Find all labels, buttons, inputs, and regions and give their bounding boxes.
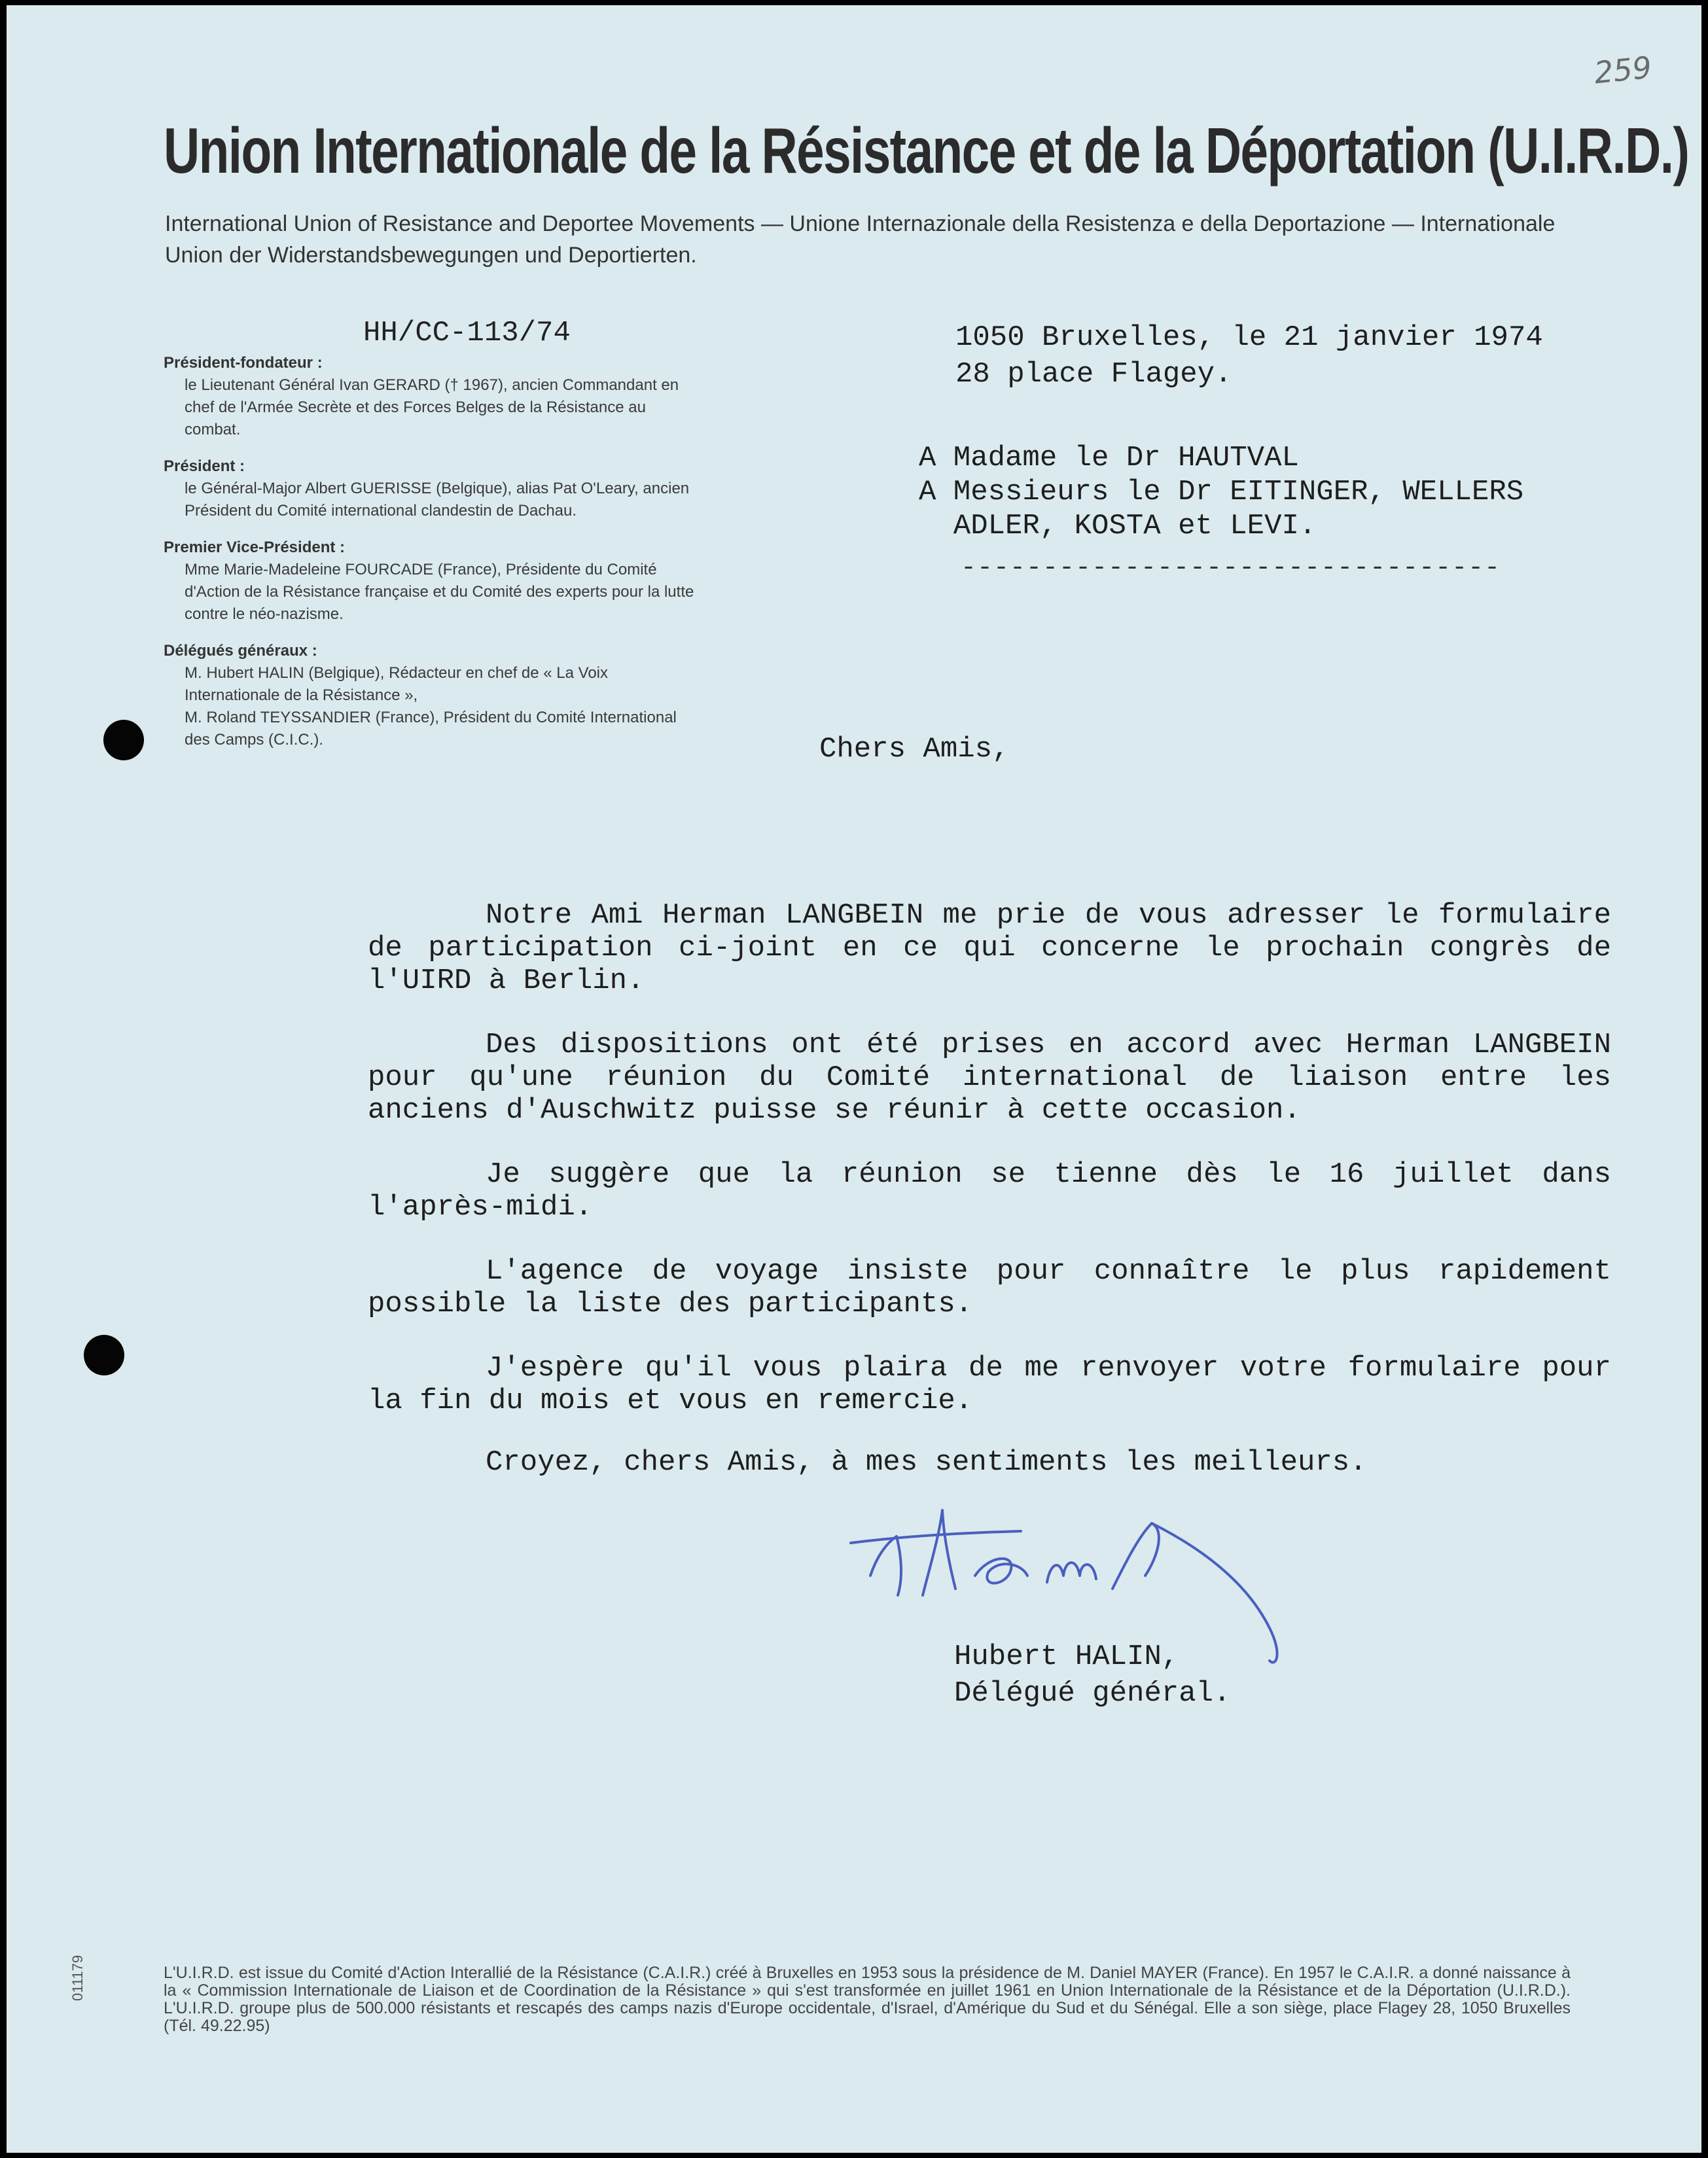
- officer-block: [164, 640, 700, 751]
- signatory-title: Délégué général.: [954, 1677, 1231, 1710]
- signatory: [954, 1638, 1230, 1712]
- officer-description: le Général-Major Albert GUERISSE (Belgique), alias Pat O'Leary, ancien Président du Comité international clandestin de Dachau.: [185, 480, 690, 520]
- dateline: [955, 319, 1543, 393]
- closing-formula: Croyez, chers Amis, à mes sentiments les meilleurs.: [486, 1446, 1367, 1479]
- officer-description: M. Hubert HALIN (Belgique), Rédacteur en chef de « La Voix Internationale de la Résistance »,: [185, 664, 609, 704]
- signatory-name: Hubert HALIN,: [954, 1640, 1179, 1673]
- punch-hole: [84, 1335, 124, 1375]
- city-date: 1050 Bruxelles, le 21 janvier 1974: [955, 321, 1543, 354]
- letter-body: [368, 899, 1611, 1510]
- body-paragraph: Des dispositions ont été prises en accord avec Herman LANGBEIN pour qu'une réunion du Comité international de liaison entre les anciens d'Auschwitz puisse se réunir à cette occasion.: [368, 1029, 1611, 1127]
- street-address: 28 place Flagey.: [955, 358, 1232, 391]
- letterhead-title: Union Internationale de la Résistance et de la Déportation (U.I.R.D.): [164, 115, 1689, 186]
- officer-role: Président :: [164, 457, 245, 475]
- officer-description: Mme Marie-Madeleine FOURCADE (France), Présidente du Comité d'Action de la Résistance française et du Comité des experts pour la lutte contre le néo-nazisme.: [185, 561, 694, 623]
- punch-hole: [103, 720, 144, 760]
- body-paragraph: L'agence de voyage insiste pour connaître le plus rapidement possible la liste des participants.: [368, 1255, 1611, 1320]
- body-paragraph: J'espère qu'il vous plaira de me renvoyer votre formulaire pour la fin du mois et vous en remercie.: [368, 1352, 1611, 1417]
- archive-page-number: 259: [1592, 49, 1654, 91]
- officer-description: M. Roland TEYSSANDIER (France), Président du Comité International des Camps (C.I.C.).: [185, 709, 677, 749]
- recipients: [919, 441, 1523, 543]
- recipient-underline: ---------------------------------: [961, 554, 1501, 583]
- officer-role: Premier Vice-Président :: [164, 539, 346, 556]
- body-paragraph: Notre Ami Herman LANGBEIN me prie de vous adresser le formulaire de participation ci-joint en ce qui concerne le prochain congrès de l'UIRD à Berlin.: [368, 899, 1611, 997]
- recipient-line: ADLER, KOSTA et LEVI.: [919, 510, 1317, 542]
- footer-note: L'U.I.R.D. est issue du Comité d'Action Interallié de la Résistance (C.A.I.R.) créé à Bruxelles en 1953 sous la présidence de M. Daniel MAYER (France). En 1957 le C.A.I.R. a donné naissance à la « Commission Internationale de Liaison et de Coordination de la Résistance » qui s'est transformée en juillet 1961 en Union Internationale de la Résistance et de la Déportation (U.I.R.D.). L'U.I.R.D. groupe plus de 500.000 résistants et rescapés des camps nazis d'Europe occidentale, d'Israel, d'Amérique du Sud et du Sénégal. Elle a son siège, place Flagey 28, 1050 Bruxelles (Tél. 49.22.95): [164, 1964, 1571, 2035]
- officer-block: [164, 537, 700, 626]
- letter-page: [7, 5, 1701, 2153]
- recipient-line: A Madame le Dr HAUTVAL: [919, 442, 1299, 474]
- officer-role: Délégués généraux :: [164, 642, 317, 660]
- officers-sidebar: [164, 352, 700, 766]
- reference-number: HH/CC-113/74: [363, 317, 571, 349]
- letterhead-subtitle: International Union of Resistance and Deportee Movements — Unione Internazionale della Resistenza e della Deportazione — Internationale Union der Widerstandsbewegungen und Deportierten.: [165, 211, 1556, 268]
- side-archive-code: 011179: [69, 1955, 86, 2001]
- officer-block: [164, 455, 700, 522]
- recipient-line: A Messieurs le Dr EITINGER, WELLERS: [919, 476, 1524, 508]
- officer-block: [164, 352, 700, 441]
- salutation: Chers Amis,: [819, 733, 1010, 766]
- officer-role: Président-fondateur :: [164, 354, 323, 372]
- officer-description: le Lieutenant Général Ivan GERARD († 1967), ancien Commandant en chef de l'Armée Secrète et des Forces Belges de la Résistance au combat.: [185, 376, 679, 438]
- body-paragraph: Je suggère que la réunion se tienne dès le 16 juillet dans l'après-midi.: [368, 1158, 1611, 1224]
